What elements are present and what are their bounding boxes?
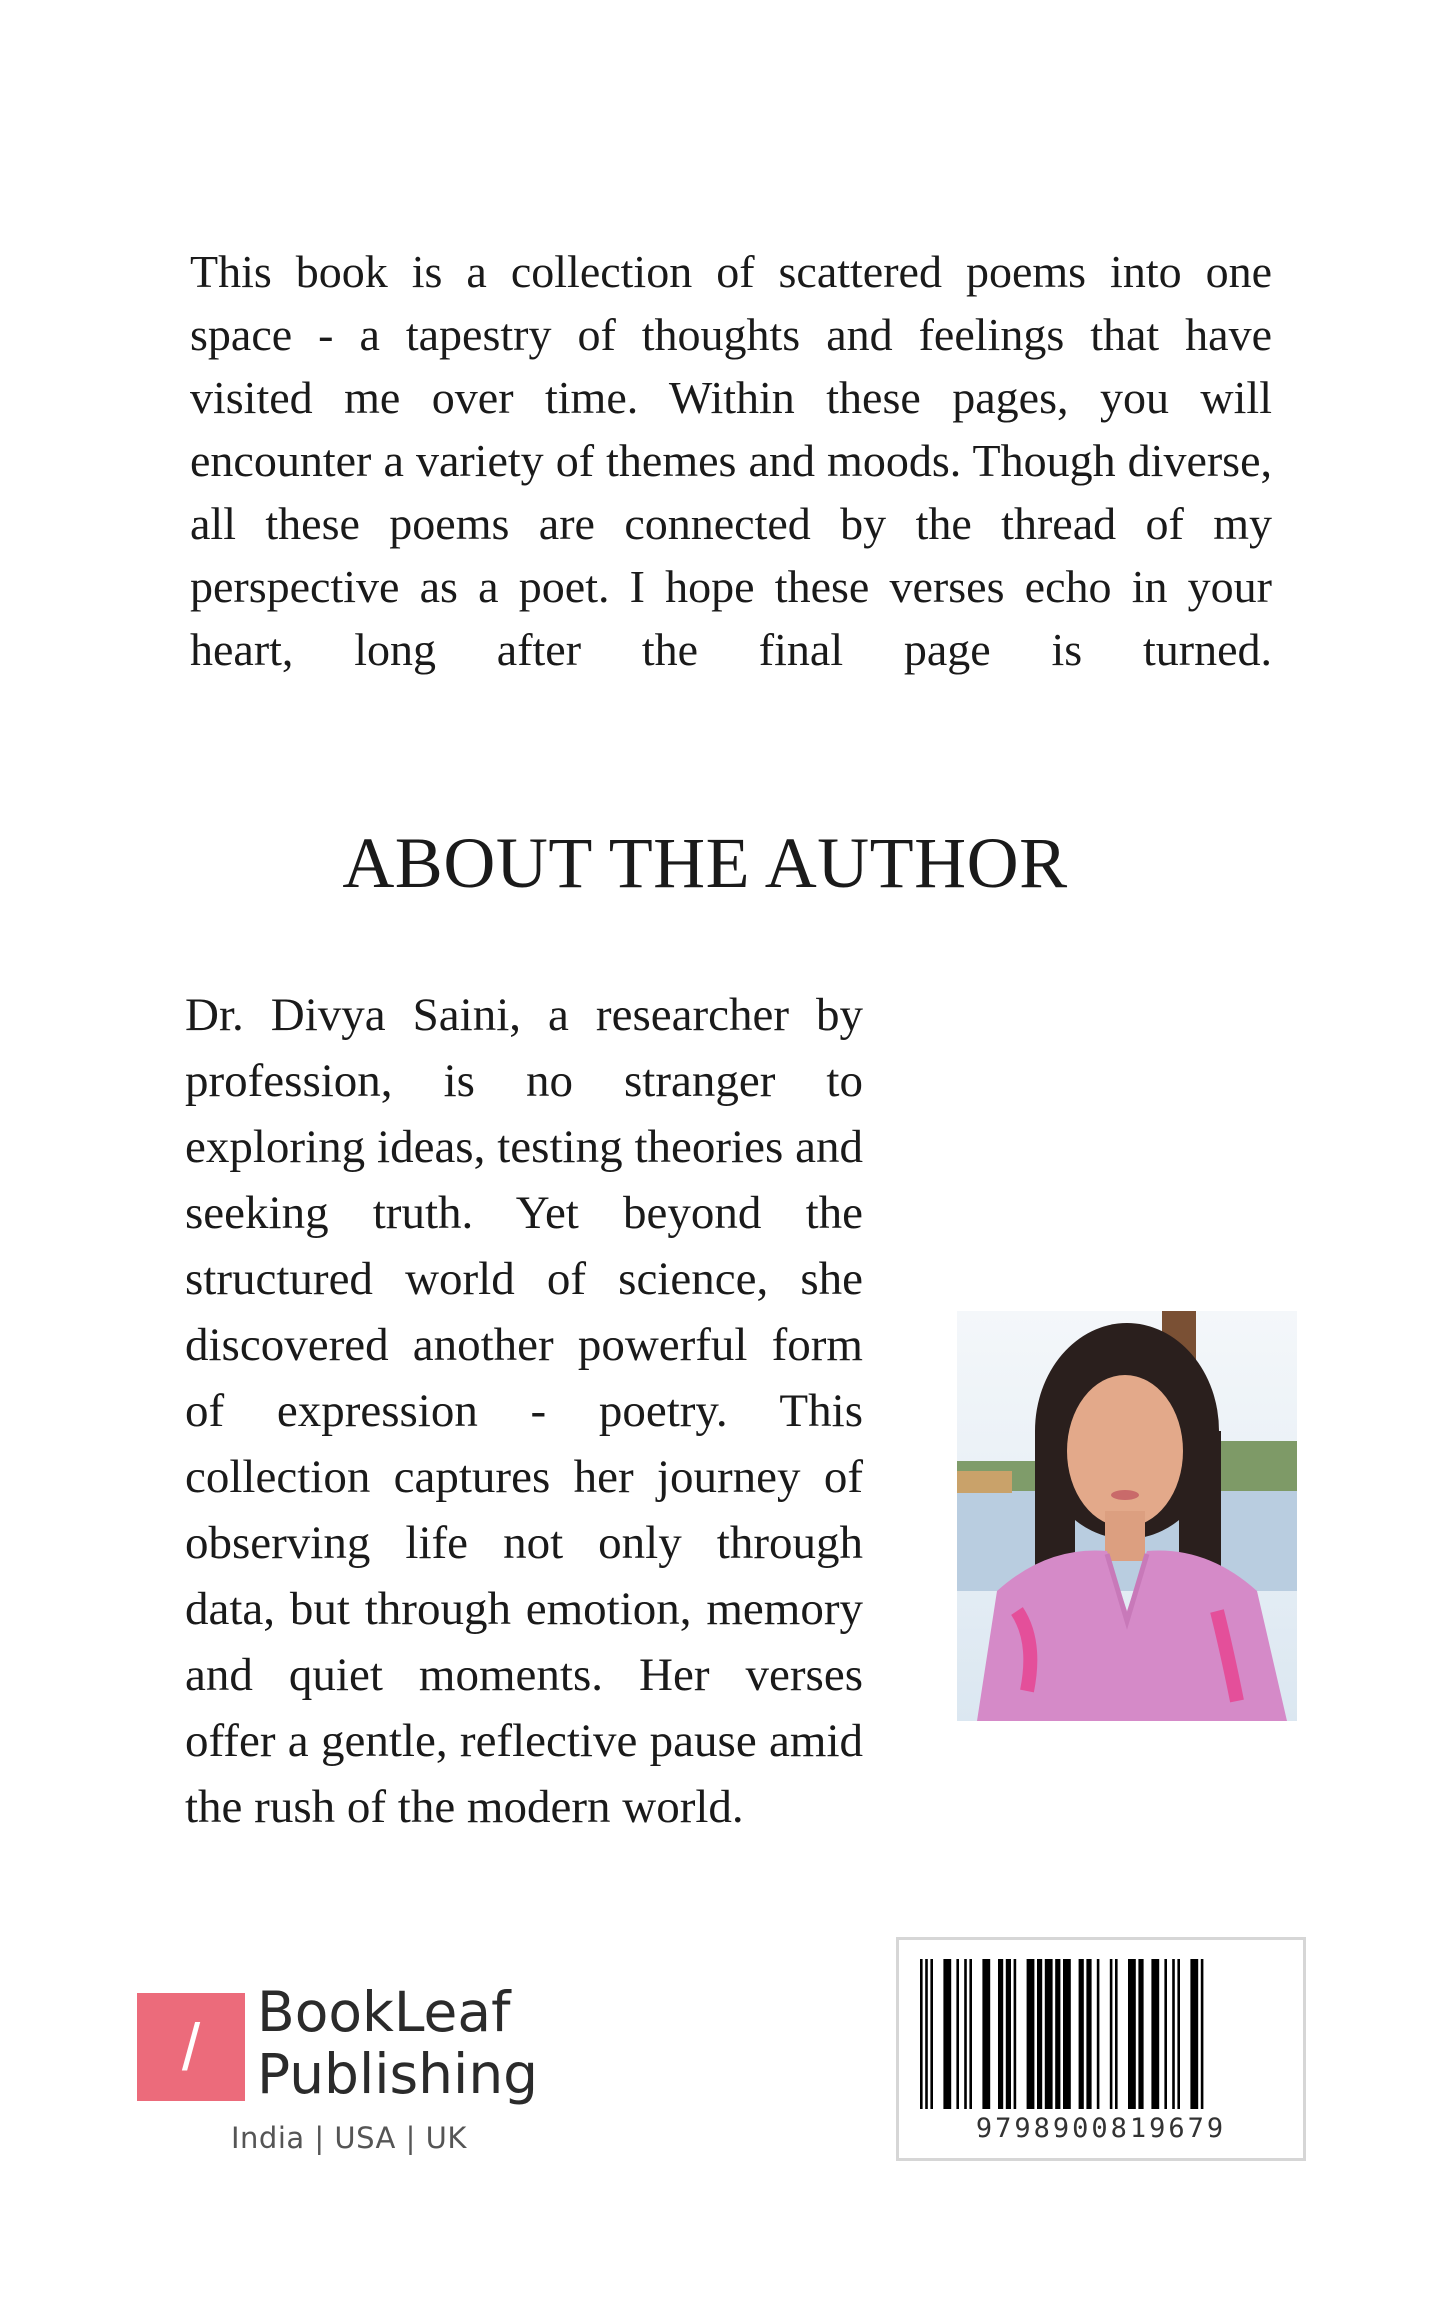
publisher-name-line2: Publishing — [257, 2042, 539, 2106]
publisher-regions: India | USA | UK — [231, 2121, 467, 2155]
barcode-bar — [1115, 1959, 1118, 2109]
publisher-brand — [137, 1980, 567, 2175]
barcode-bar — [1164, 1959, 1167, 2109]
barcode-bar — [943, 1959, 951, 2109]
isbn-number: 9798900819679 — [975, 2113, 1227, 2144]
barcode-bar — [964, 1959, 967, 2109]
barcode-bar — [1055, 1959, 1060, 2109]
barcode-bar — [1063, 1959, 1071, 2109]
barcode-bar — [930, 1959, 933, 2109]
publisher-name — [257, 1981, 577, 2105]
barcode-bar — [1138, 1959, 1143, 2109]
barcode-bar — [998, 1959, 1003, 2109]
barcode-bar — [925, 1959, 928, 2109]
barcode-bar — [1128, 1959, 1136, 2109]
barcode-bars — [916, 1959, 1286, 2109]
publisher-logo: / — [137, 1993, 245, 2101]
barcode-bar — [1006, 1959, 1011, 2109]
barcode-bar — [1027, 1959, 1035, 2109]
author-bio: Dr. Divya Saini, a researcher by profession, is no stranger to exploring ideas, testing theories and seeking truth. Yet beyond the structured world of science, she discovered another powerful form of expression - poetry. This collection captures her journey of observing life not only through data, but through emotion, memory and quiet moments. Her verses offer a gentle, reflective pause amid the rush of the modern world. — [185, 989, 863, 1833]
barcode-bar — [920, 1959, 923, 2109]
barcode-bar — [1086, 1959, 1091, 2109]
barcode-bar — [969, 1959, 972, 2109]
about-author-heading: ABOUT THE AUTHOR — [342, 823, 1068, 903]
publisher-name-line1: BookLeaf — [257, 1980, 511, 2044]
barcode-bar — [1037, 1959, 1042, 2109]
isbn-barcode — [896, 1937, 1306, 2161]
barcode-bar — [1079, 1959, 1084, 2109]
barcode-bar — [1190, 1959, 1198, 2109]
barcode-bar — [1014, 1959, 1017, 2109]
barcode-bar — [1172, 1959, 1175, 2109]
barcode-bar — [982, 1959, 990, 2109]
barcode-bar — [1110, 1959, 1113, 2109]
author-photo — [957, 1311, 1297, 1721]
barcode-bar — [1201, 1959, 1204, 2109]
barcode-bar — [1045, 1959, 1053, 2109]
barcode-bar — [1097, 1959, 1100, 2109]
barcode-bar — [1177, 1959, 1180, 2109]
back-cover-blurb: This book is a collection of scattered poems into one space - a tapestry of thoughts and feelings that have visited me over time. Within these pages, you will encounter a variety of themes and moods. Though diverse, all these poems are connected by the thread of my perspective as a poet. I hope these verses echo in your heart, long after the final page is turned. — [190, 246, 1272, 675]
barcode-bar — [1151, 1959, 1159, 2109]
barcode-bar — [956, 1959, 959, 2109]
